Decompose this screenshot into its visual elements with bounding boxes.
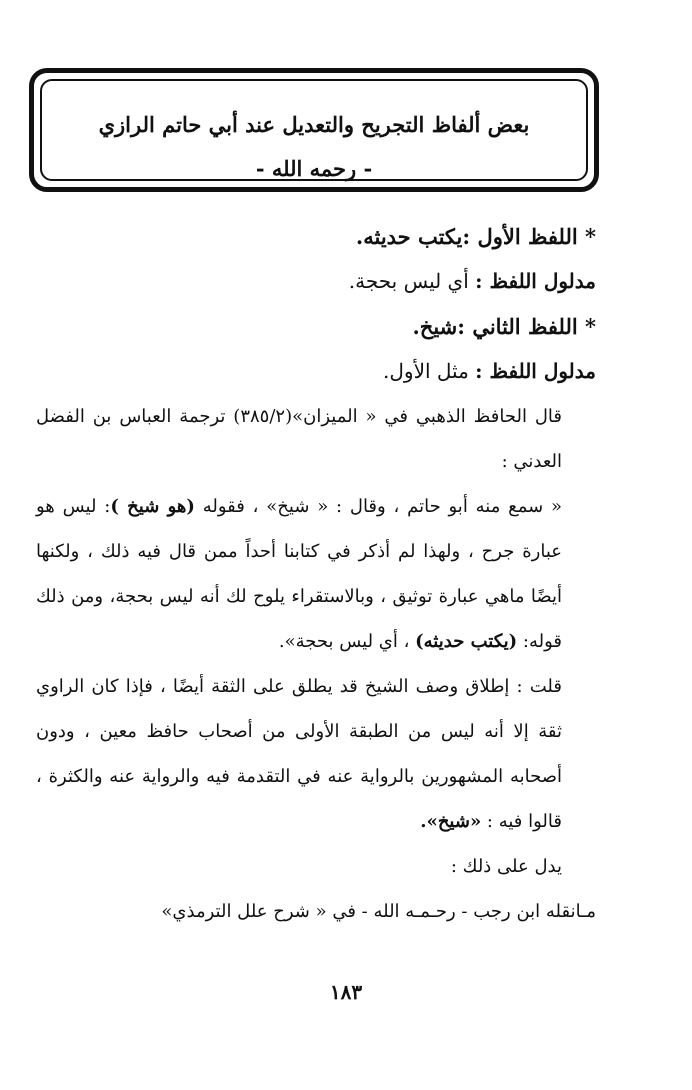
paragraph-ibn-rajab: مـانقله ابن رجب - رحـمـه الله - في « شرح علل الترمذي»: [161, 901, 596, 922]
term-2-value: شيخ.: [412, 314, 458, 339]
meaning-1: [36, 259, 596, 304]
term-2-label: * اللفظ الثاني :: [457, 314, 596, 339]
paragraph-dhahabi: قال الحافظ الذهبي في « الميزان»(٣٨٥/٢) ترجمة العباس بن الفضل العدني :: [36, 406, 563, 472]
term-1-label: * اللفظ الأول :: [462, 224, 596, 249]
meaning-2-label: مدلول اللفظ :: [475, 359, 596, 383]
meaning-1-label: مدلول اللفظ :: [475, 269, 596, 293]
page-number: ١٨٣: [329, 980, 363, 1004]
chapter-title-line2: - رحمه الله -: [255, 156, 373, 181]
comment-part-b: «شيخ».: [420, 811, 482, 832]
paragraph-comment: [36, 664, 596, 844]
term-1: [36, 214, 596, 259]
paragraph-evidence: يدل على ذلك :: [450, 856, 562, 877]
term-2: [36, 304, 596, 349]
page-body: [36, 214, 596, 934]
quote-part-b: (هو شيخ ): [110, 496, 195, 517]
quote-part-c: : ليس هو عبارة جرح ، ولهذا لم أذكر في كتابنا أحداً ممن قال فيه ذلك ، ولكنها أيضًا ماهي عبارة توثيق ، وبالاستقراء يلوح لك أنه ليس بحجة، ومن ذلك قوله:: [36, 496, 562, 652]
term-1-value: يكتب حديثه.: [355, 224, 463, 249]
title-frame: [29, 68, 599, 192]
chapter-title-line1: بعض ألفاظ التجريح والتعديل عند أبي حاتم الرازي: [98, 112, 530, 137]
quote-part-d: (يكتب حديثه): [415, 631, 518, 652]
comment-part-a: قلت : إطلاق وصف الشيخ قد يطلق على الثقة أيضًا ، فإذا كان الراوي ثقة إلا أنه ليس من الطبقة الأولى من أصحاب حافظ معين ، ودون أصحابه المشهورين بالرواية عنه في التقدمة فيه والرواية عنه والكثرة ، قالوا فيه :: [36, 676, 562, 832]
paragraph-quote: [36, 484, 596, 664]
meaning-2-value: مثل الأول.: [383, 359, 476, 383]
chapter-title: [34, 103, 594, 191]
quote-part-a: « سمع منه أبو حاتم ، وقال : « شيخ» ، فقوله: [194, 496, 562, 517]
meaning-1-value: أي ليس بحجة.: [348, 269, 476, 293]
quote-part-e: ، أي ليس بحجة».: [278, 631, 416, 652]
meaning-2: [36, 349, 596, 394]
